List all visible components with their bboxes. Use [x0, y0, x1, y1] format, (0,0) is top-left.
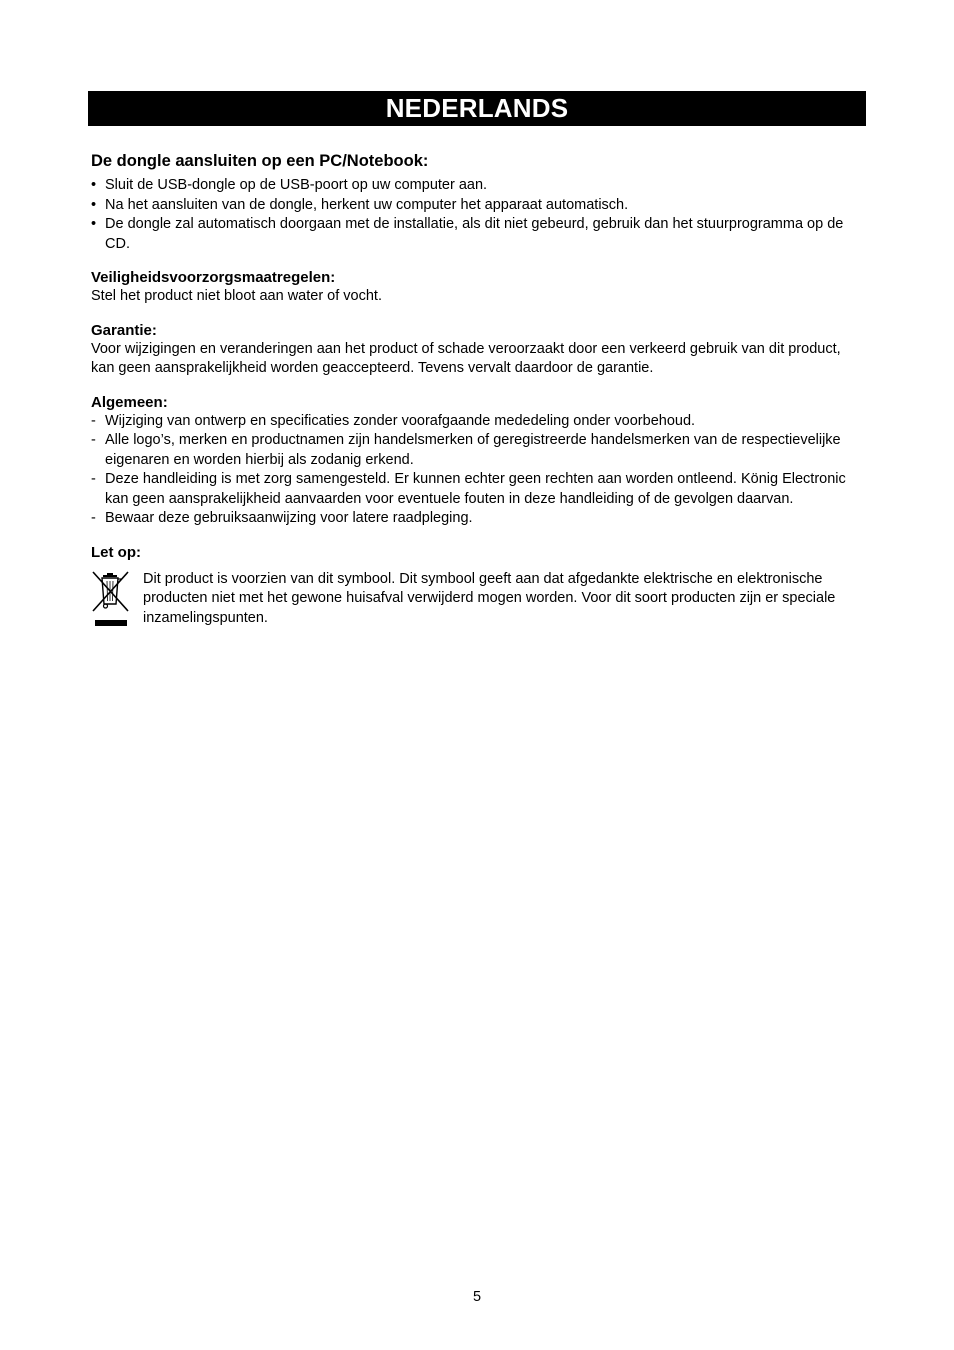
list-item: [91, 431, 861, 470]
page-number: 5: [472, 1289, 482, 1305]
list-item: [91, 196, 861, 216]
list-item: [91, 470, 861, 509]
safety-text: Stel het product niet bloot aan water of vocht.: [91, 288, 382, 304]
section-safety: [91, 268, 861, 307]
section-dongle: [91, 150, 861, 254]
bullet-marker: •: [91, 177, 97, 193]
crossed-out-wheelie-bin-icon: [91, 570, 143, 630]
list-item-text: Alle logo’s, merken en productnamen zijn handelsmerken of geregistreerde handelsmerken van de respectievelijke eigenaren en worden hierbij als zodanig erkend.: [105, 432, 841, 468]
section-heading-warranty: Garantie:: [91, 321, 157, 339]
list-item-text: Deze handleiding is met zorg samengesteld. Er kunnen echter geen rechten aan worden ontleend. König Electronic kan geen aansprakelijkheid aanvaarden voor eventuele fouten in deze handleiding of de gevolgen daarvan.: [105, 471, 846, 507]
dash-marker: -: [91, 432, 96, 448]
section-warranty: [91, 321, 861, 379]
warranty-text: Voor wijzigingen en veranderingen aan het product of schade veroorzaakt door een verkeerd gebruik van dit product, kan geen aansprakelijkheid worden geaccepteerd. Tevens vervalt daardoor de garantie.: [91, 340, 841, 376]
list-item-text: De dongle zal automatisch doorgaan met de installatie, als dit niet gebeurd, gebruik dan het stuurprogramma op de CD.: [105, 216, 844, 252]
list-item: [91, 509, 861, 529]
bullet-marker: •: [91, 216, 97, 232]
list-item: [91, 215, 861, 254]
list-item-text: Na het aansluiten van de dongle, herkent uw computer het apparaat automatisch.: [105, 196, 629, 213]
list-item-text: Sluit de USB-dongle op de USB-poort op uw computer aan.: [105, 177, 488, 193]
weee-notice: [91, 570, 861, 630]
section-heading-safety: Veiligheidsvoorzorgsmaatregelen:: [91, 269, 336, 286]
section-heading-dongle: De dongle aansluiten op een PC/Notebook:: [91, 152, 429, 170]
weee-text: Dit product is voorzien van dit symbool. Dit symbool geeft aan dat afgedankte elektrische en elektronische producten niet met het gewone huisafval verwijderd mogen worden. Voor dit soort producten zijn er speciale inzamelingspunten.: [143, 570, 836, 626]
section-attention: [91, 543, 861, 630]
list-item: [91, 176, 861, 196]
dongle-instruction-list: [91, 176, 861, 254]
list-item: [91, 412, 861, 432]
list-item-text: Bewaar deze gebruiksaanwijzing voor latere raadpleging.: [105, 510, 473, 526]
dash-marker: -: [91, 510, 96, 526]
list-item-text: Wijziging van ontwerp en specificaties zonder voorafgaande mededeling onder voorbehoud.: [105, 412, 696, 429]
section-heading-general: Algemeen:: [91, 393, 168, 411]
section-heading-attention: Let op:: [91, 543, 141, 561]
page-content: [91, 150, 861, 630]
bullet-marker: •: [91, 196, 97, 213]
language-banner: NEDERLANDS: [88, 91, 866, 126]
dash-marker: -: [91, 471, 96, 487]
dash-marker: -: [91, 412, 96, 429]
general-notice-list: [91, 412, 861, 529]
section-general: [91, 393, 861, 529]
